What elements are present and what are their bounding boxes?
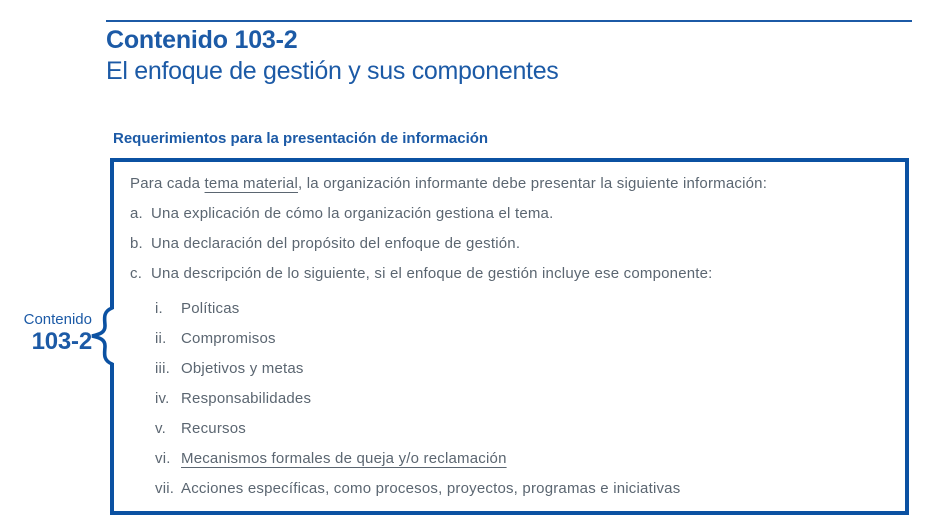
intro-paragraph (130, 174, 885, 204)
sub-list-item (155, 449, 885, 479)
sub-list-item-marker: v. (155, 420, 166, 437)
sub-list-item-marker: vii. (155, 480, 175, 497)
list-item-marker: a. (130, 205, 143, 222)
list-item (130, 234, 885, 264)
section-label: Requerimientos para la presentación de información (113, 130, 489, 147)
list-item (130, 264, 885, 294)
list-item-marker: b. (130, 235, 143, 252)
list-item-text: Una descripción de lo siguiente, si el enfoque de gestión incluye ese componente: (151, 265, 713, 282)
sub-list-item-text: Políticas (181, 300, 240, 317)
sub-list-item (155, 329, 885, 359)
sub-list-item (155, 419, 885, 449)
header-divider (106, 20, 912, 22)
sub-list-item-marker: vi. (155, 450, 171, 467)
list-item-text: Una declaración del propósito del enfoque de gestión. (151, 235, 521, 252)
lettered-list (130, 204, 885, 294)
sub-list-item (155, 299, 885, 329)
side-callout-number: 103-2 (31, 328, 92, 355)
sub-list-item-marker: iii. (155, 360, 170, 377)
sub-list-item (155, 389, 885, 419)
side-callout-word: Contenido (23, 311, 92, 328)
sub-list-item (155, 359, 885, 389)
list-item-marker: c. (130, 265, 143, 282)
sub-list-item-text: Mecanismos formales de queja y/o reclamación (181, 450, 507, 467)
page-title: Contenido 103-2 (106, 26, 298, 54)
requirements-box-content (114, 162, 905, 509)
sub-list-item-marker: iv. (155, 390, 170, 407)
sub-list-item-text: Acciones específicas, como procesos, proyectos, programas e iniciativas (181, 480, 681, 497)
intro-underlined-term: tema material (204, 175, 299, 192)
brace-icon (86, 308, 116, 364)
sub-list-item-text: Responsabilidades (181, 390, 312, 407)
roman-numeral-list (155, 299, 885, 509)
sub-list-item-marker: ii. (155, 330, 167, 347)
sub-list-item-marker: i. (155, 300, 163, 317)
sub-list-item-text: Objetivos y metas (181, 360, 304, 377)
list-item-text: Una explicación de cómo la organización gestiona el tema. (151, 205, 554, 222)
intro-suffix: , la organización informante debe presentar la siguiente información: (298, 175, 768, 192)
list-item (130, 204, 885, 234)
intro-prefix: Para cada (130, 175, 205, 192)
requirements-box (110, 158, 909, 515)
page-subtitle: El enfoque de gestión y sus componentes (106, 57, 559, 85)
sub-list-item (155, 479, 885, 509)
sub-list-item-text: Recursos (181, 420, 246, 437)
sub-list-item-text: Compromisos (181, 330, 276, 347)
side-callout-label (0, 310, 92, 355)
